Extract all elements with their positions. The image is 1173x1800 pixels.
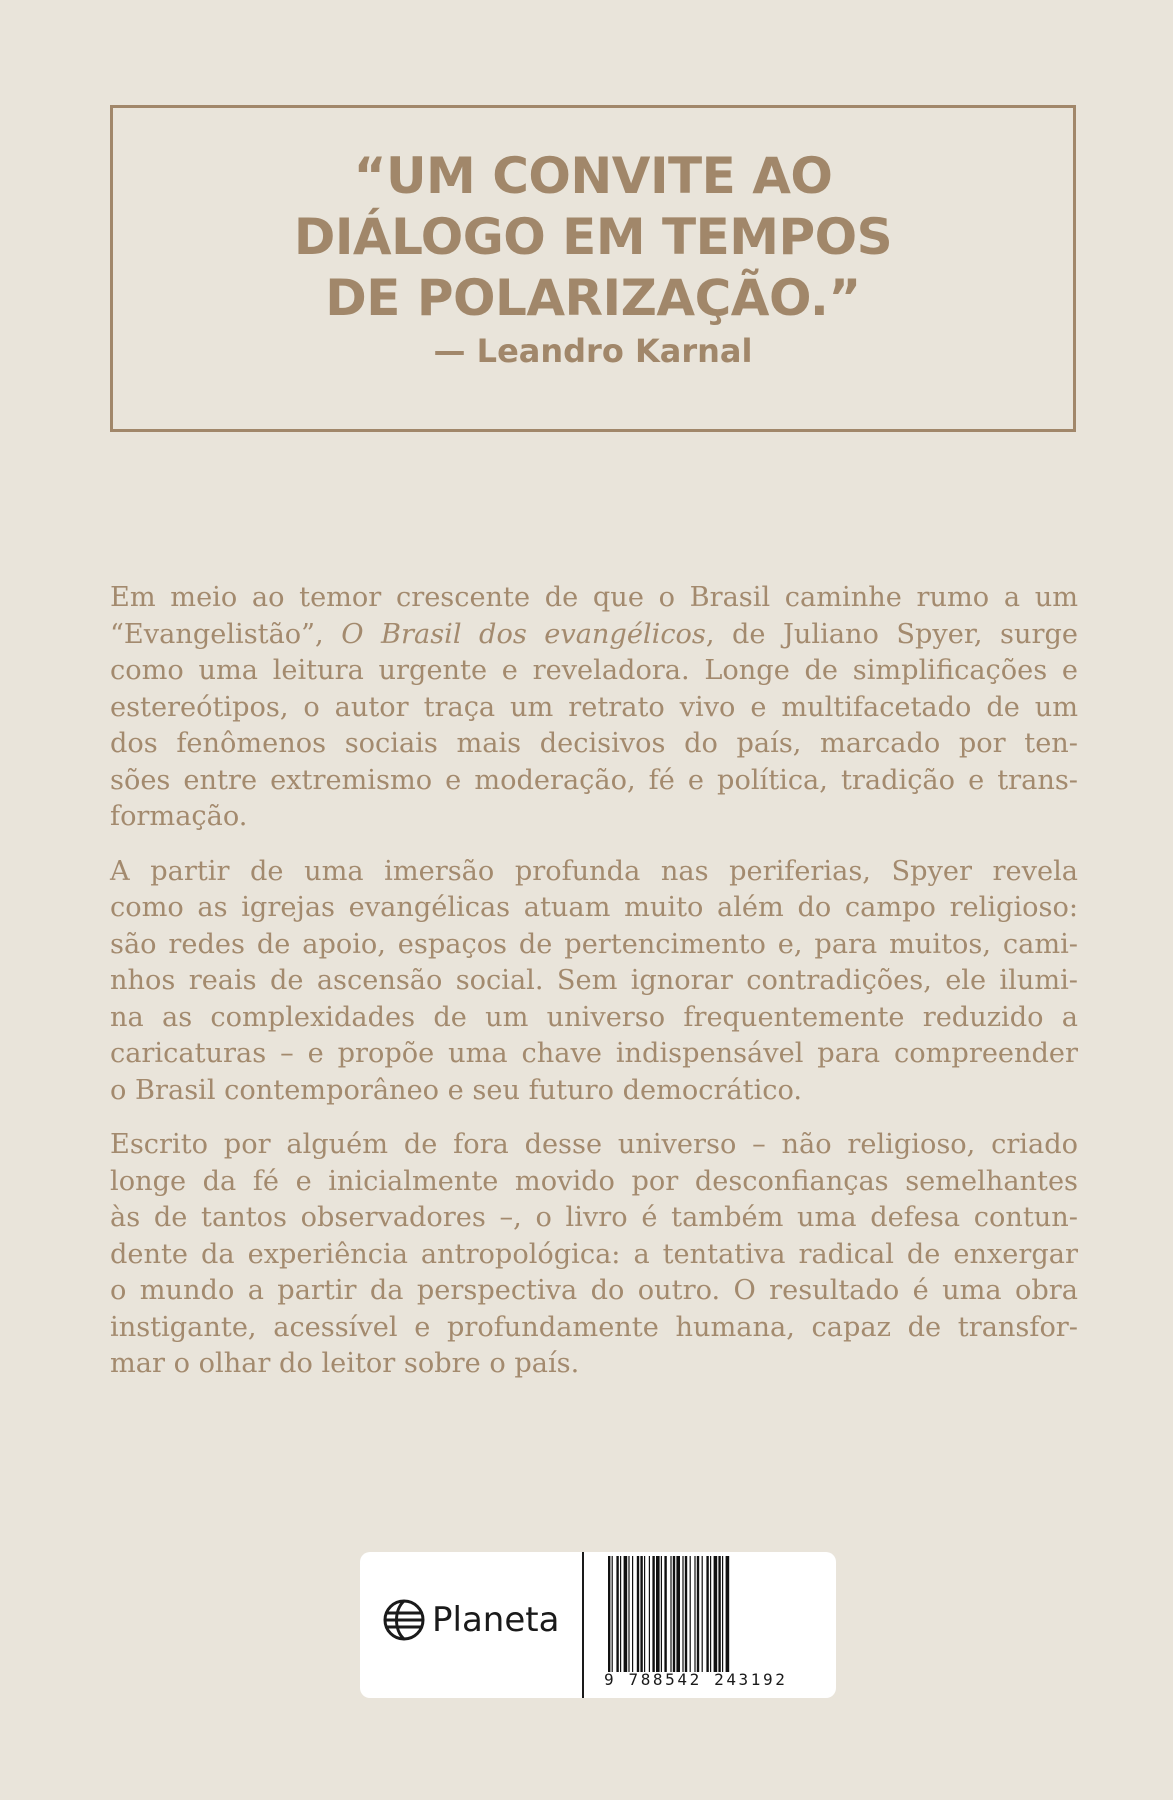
text-line: longe da fé e inicialmente movido por desconfianças semelhantes	[110, 1165, 1078, 1197]
barcode-bar	[616, 1556, 618, 1672]
text-line: dente da experiência antropológica: a tentativa radical de enxergar	[110, 1238, 1078, 1270]
barcode-bar	[697, 1556, 699, 1672]
barcode-bar	[673, 1556, 675, 1672]
barcode-bar	[661, 1556, 662, 1672]
barcode-bar	[694, 1556, 695, 1672]
quote-author: — Leandro Karnal	[433, 332, 753, 370]
text-line: nhos reais de ascensão social. Sem ignorar contradições, ele ilumi-	[110, 965, 1078, 996]
text-line: sões entre extremismo e moderação, fé e política, tradição e trans-	[110, 764, 1078, 796]
barcode-bar	[624, 1556, 628, 1672]
text-line: formação.	[110, 801, 248, 832]
publisher-logo	[382, 1598, 559, 1642]
barcode-bar	[649, 1556, 650, 1672]
barcode-bar	[670, 1556, 671, 1672]
text-line: caricaturas – e propõe uma chave indispensável para compreender	[110, 1038, 1078, 1069]
text-line: dos fenômenos sociais mais decisivos do país, marcado por ten-	[110, 728, 1078, 759]
text-line	[110, 617, 1078, 654]
barcode-bar	[710, 1556, 711, 1672]
book-title: O Brasil dos evangélicos	[341, 618, 706, 650]
text-segment: “Evangelistão”,	[110, 618, 342, 650]
quote-box	[110, 105, 1076, 432]
isbn-number: 9 788542 243192	[604, 1670, 788, 1689]
text-line: como uma leitura urgente e reveladora. Longe de simplificações e	[110, 655, 1078, 686]
barcode-bar	[637, 1556, 639, 1672]
barcode-bar	[620, 1556, 621, 1672]
text-segment: , de Juliano Spyer, surge	[705, 618, 1078, 650]
text-line: Em meio ao temor crescente de que o Brasil caminhe rumo a um	[110, 582, 1078, 613]
paragraph-1	[110, 580, 1078, 836]
barcode-bar	[702, 1556, 703, 1672]
text-line: Escrito por alguém de fora desse universo – não religioso, criado	[110, 1129, 1078, 1160]
text-line: são redes de apoio, espaços de pertencimento e, para muitos, cami-	[110, 928, 1078, 960]
text-line: A partir de uma imersão profunda nas periferias, Spyer revela	[110, 855, 1078, 887]
barcode-bar	[714, 1556, 718, 1672]
quote-line: “UM CONVITE AO	[353, 147, 833, 205]
quote-line: DE POLARIZAÇÃO.”	[325, 269, 861, 327]
barcode-bar	[685, 1556, 687, 1672]
planeta-globe-icon	[382, 1598, 426, 1642]
text-line: como as igrejas evangélicas atuam muito além do campo religioso:	[110, 892, 1078, 923]
barcode-bar	[664, 1556, 666, 1672]
paragraph-3	[110, 1127, 1078, 1383]
barcode-bar	[612, 1556, 613, 1672]
barcode-bar	[632, 1556, 633, 1672]
barcode-bar	[726, 1556, 730, 1672]
text-line: o Brasil contemporâneo e seu futuro democrático.	[110, 1074, 803, 1106]
barcode-bar	[640, 1556, 642, 1672]
publisher-name: Planeta	[432, 1600, 560, 1640]
barcode-bar	[718, 1556, 720, 1672]
barcode	[608, 1556, 820, 1672]
pull-quote	[113, 146, 1073, 329]
barcode-bar	[706, 1556, 708, 1672]
text-line: estereótipos, o autor traça um retrato vivo e multifacetado de um	[110, 691, 1078, 723]
paragraph-2	[110, 854, 1078, 1110]
barcode-bar	[682, 1556, 683, 1672]
barcode-bar	[652, 1556, 654, 1672]
text-line: na as complexidades de um universo frequentemente reduzido a	[110, 1001, 1078, 1033]
barcode-bar	[656, 1556, 660, 1672]
synopsis	[110, 580, 1078, 1401]
publisher-barcode-panel	[360, 1552, 836, 1698]
barcode-bar	[608, 1556, 610, 1672]
barcode-bar	[644, 1556, 645, 1672]
text-line: instigante, acessível e profundamente humana, capaz de transfor-	[110, 1311, 1078, 1343]
text-line: o mundo a partir da perspectiva do outro. O resultado é uma obra	[110, 1275, 1078, 1306]
text-line: às de tantos observadores –, o livro é também uma defesa contun-	[110, 1202, 1078, 1233]
divider	[582, 1552, 584, 1698]
barcode-bar	[628, 1556, 629, 1672]
quote-line: DIÁLOGO EM TEMPOS	[293, 208, 893, 266]
barcode-bar	[722, 1556, 723, 1672]
text-line: mar o olhar do leitor sobre o país.	[110, 1348, 580, 1379]
barcode-bar	[676, 1556, 680, 1672]
barcode-bar	[690, 1556, 691, 1672]
